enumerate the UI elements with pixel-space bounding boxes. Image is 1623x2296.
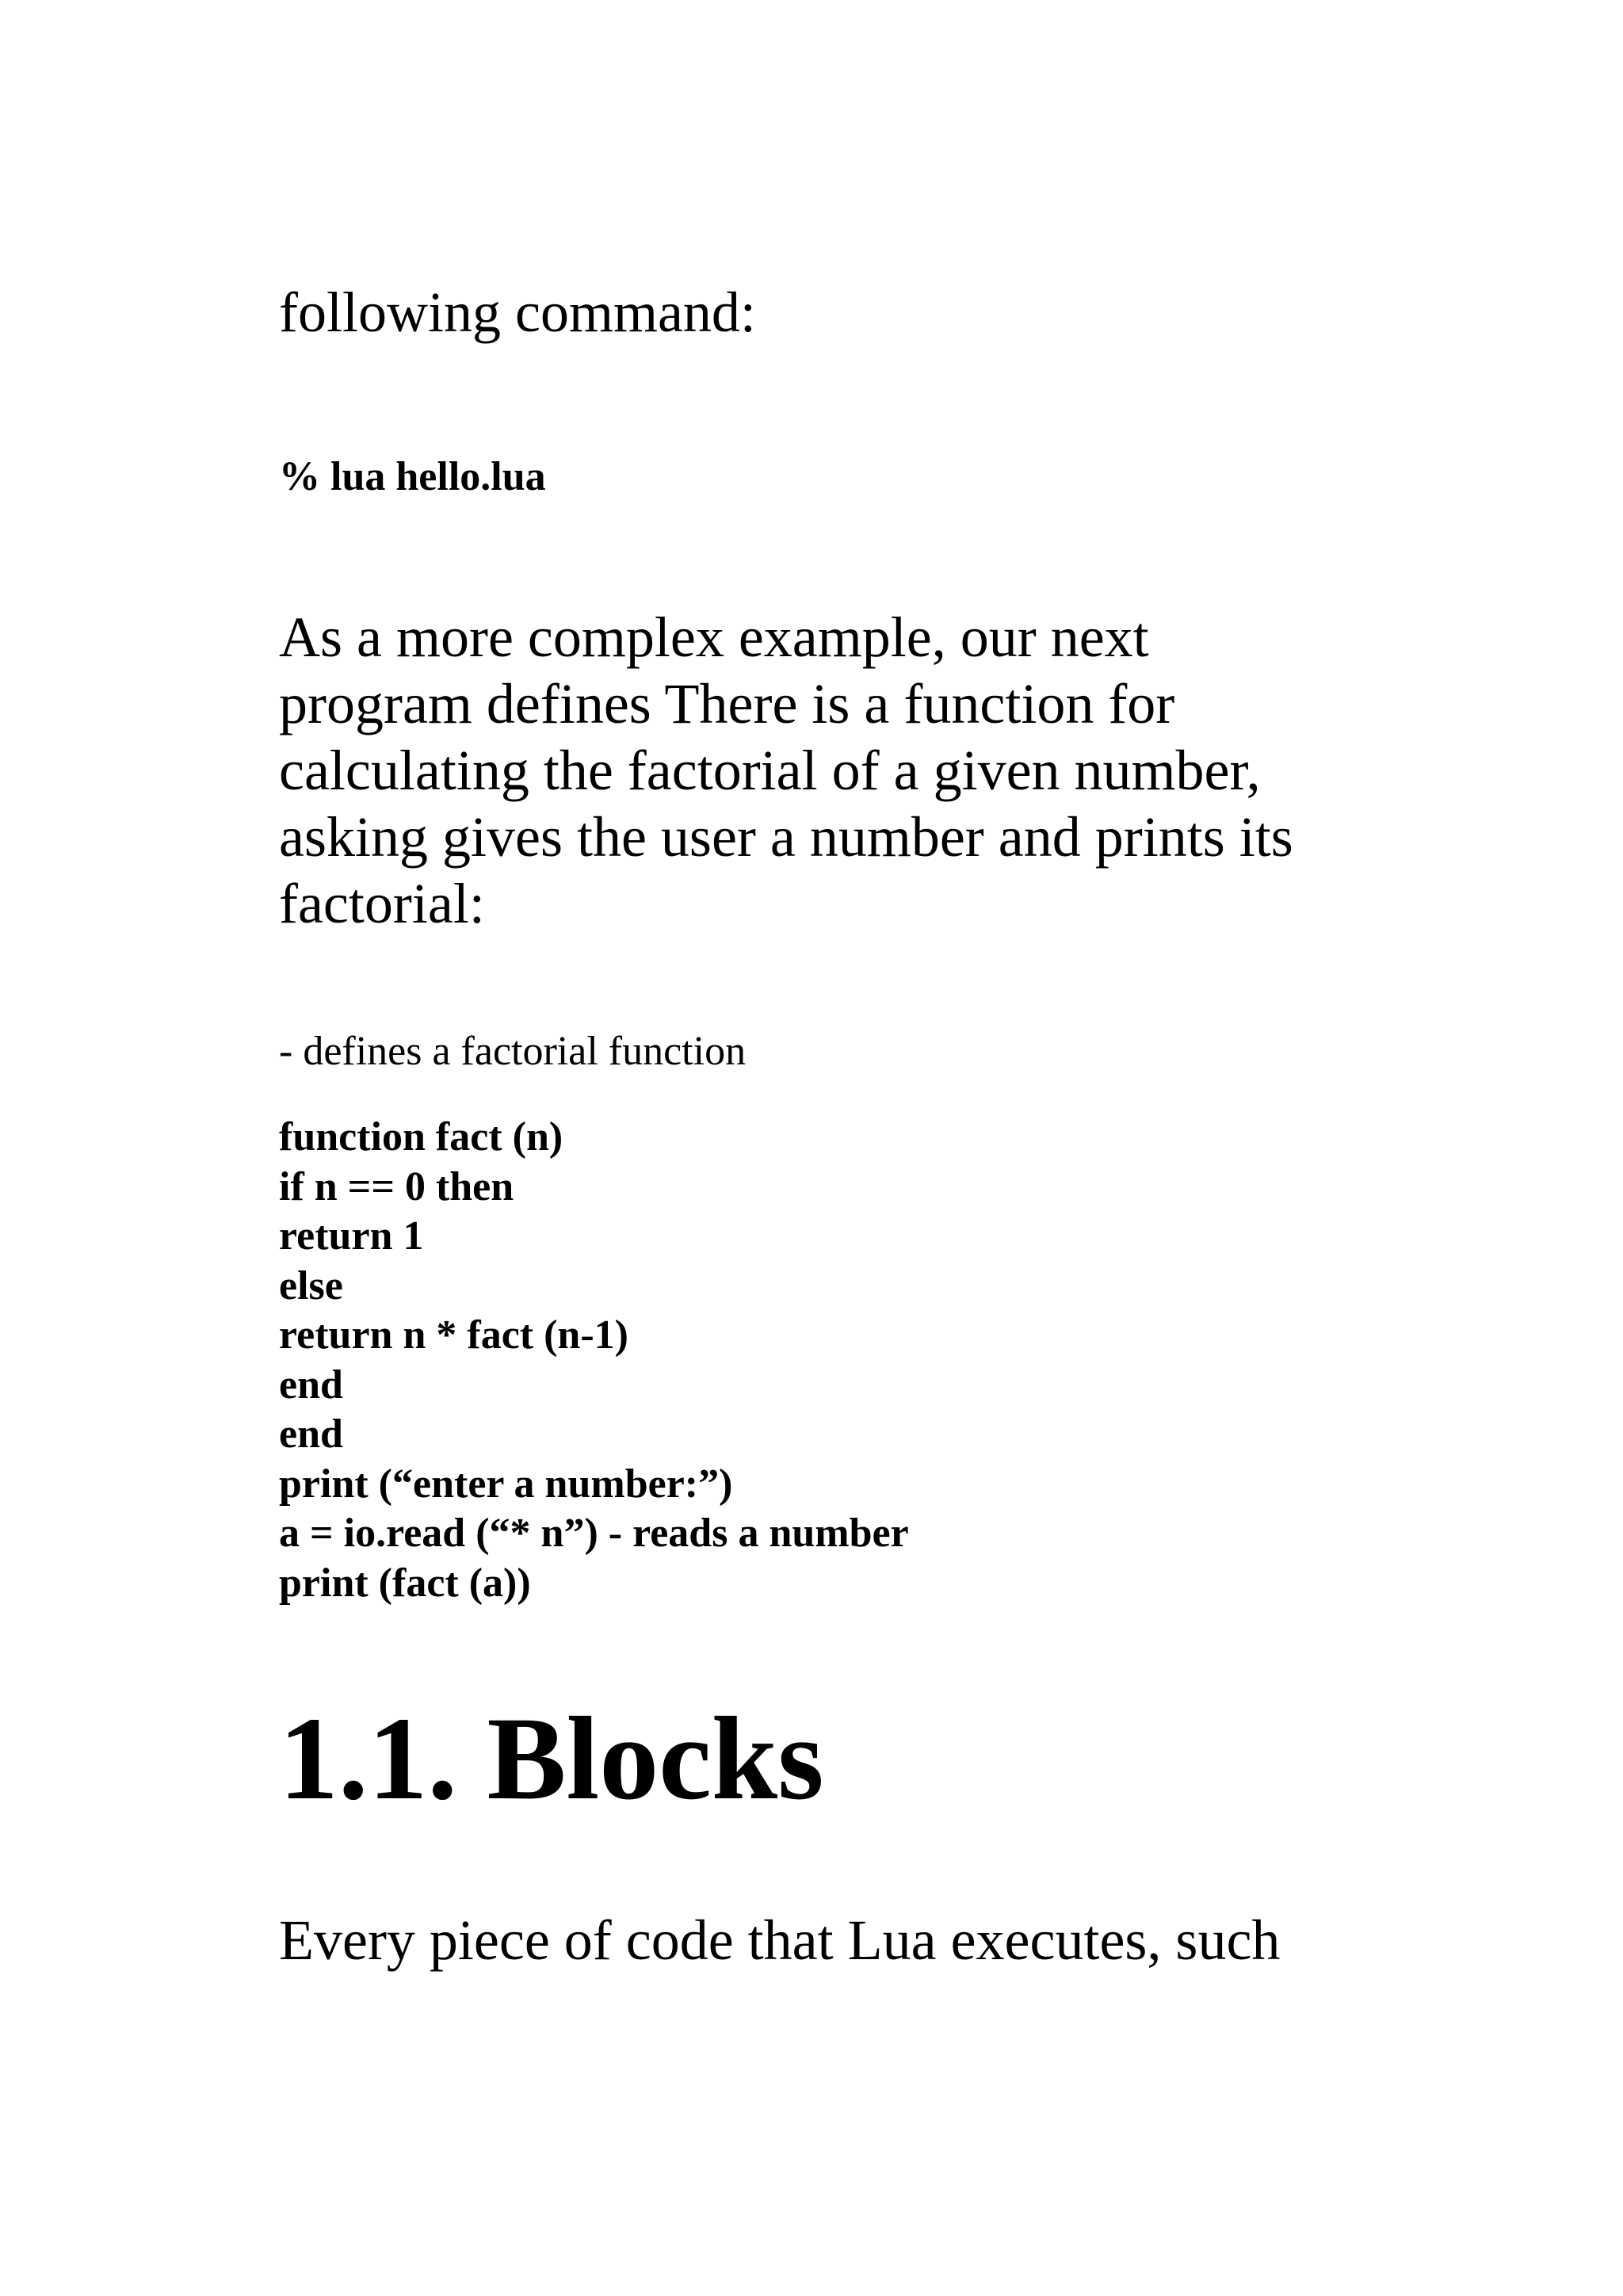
paragraph-line: factorial:	[279, 872, 485, 935]
code-line: function fact (n)	[279, 1114, 563, 1159]
code-line: print (fact (a))	[279, 1560, 531, 1606]
code-line: return n * fact (n-1)	[279, 1312, 628, 1358]
code-line: end	[279, 1362, 343, 1408]
closing-text: Every piece of code that Lua executes, such	[279, 1908, 1281, 1972]
code-line: print (“enter a number:”)	[279, 1461, 733, 1507]
code-line: end	[279, 1412, 343, 1457]
code-line: if n == 0 then	[279, 1163, 514, 1209]
code-line: a = io.read (“* n”) - reads a number	[279, 1511, 909, 1556]
code-line: return 1	[279, 1213, 424, 1259]
body-paragraph	[279, 604, 1293, 937]
shell-command: % lua hello.lua	[279, 454, 546, 499]
code-line: else	[279, 1263, 343, 1308]
section-heading: 1.1. Blocks	[279, 1693, 824, 1824]
paragraph-line: program defines There is a function for	[279, 672, 1175, 735]
paragraph-line: As a more complex example, our next	[279, 606, 1149, 669]
lead-text: following command:	[279, 281, 756, 344]
paragraph-line: asking gives the user a number and prints its	[279, 805, 1293, 869]
code-comment: - defines a factorial function	[279, 1029, 747, 1074]
paragraph-line: calculating the factorial of a given number,	[279, 739, 1261, 802]
code-listing	[279, 1113, 909, 1608]
